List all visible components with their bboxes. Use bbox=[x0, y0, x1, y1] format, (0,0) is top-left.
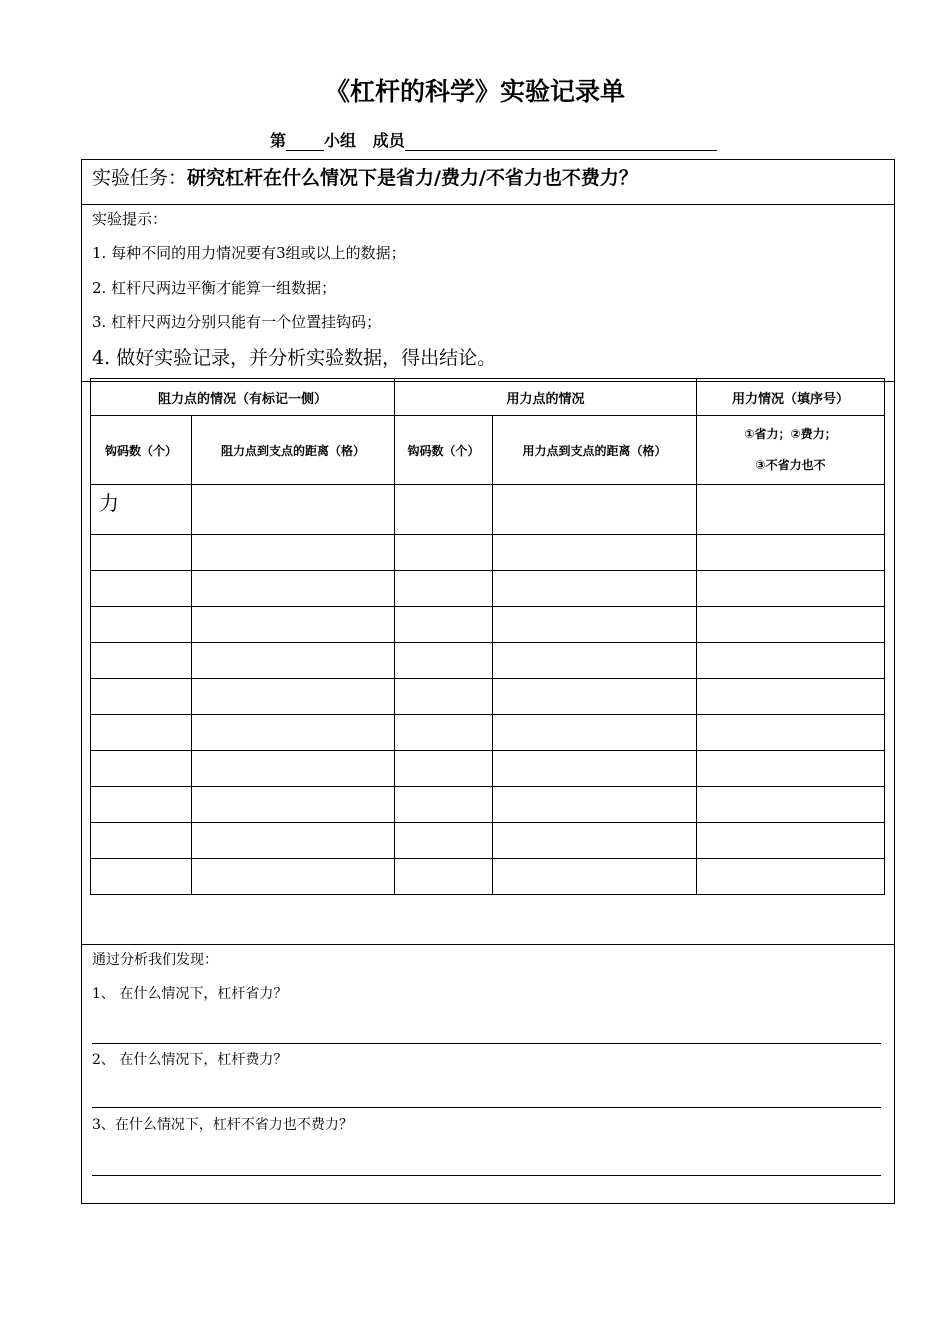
header-force-legend bbox=[697, 416, 885, 485]
header-effort-distance: 用力点到支点的距离（格） bbox=[493, 416, 697, 485]
table-row bbox=[91, 535, 885, 571]
table-row bbox=[91, 787, 885, 823]
table-cell[interactable] bbox=[395, 859, 493, 895]
table-cell[interactable] bbox=[493, 715, 697, 751]
table-cell[interactable] bbox=[493, 607, 697, 643]
answer-line-3[interactable] bbox=[92, 1175, 881, 1176]
table-cell[interactable] bbox=[91, 715, 192, 751]
table-cell[interactable] bbox=[493, 535, 697, 571]
table-cell[interactable] bbox=[697, 679, 885, 715]
answer-line-1[interactable] bbox=[92, 1043, 881, 1044]
table-cell[interactable] bbox=[493, 823, 697, 859]
table-cell[interactable] bbox=[192, 571, 395, 607]
header-effort-weights: 钩码数（个） bbox=[395, 416, 493, 485]
legend-line-1: ①省力；②费力； bbox=[744, 427, 837, 441]
table-cell[interactable] bbox=[395, 607, 493, 643]
table-cell[interactable] bbox=[91, 571, 192, 607]
table-cell[interactable] bbox=[91, 859, 192, 895]
task-box bbox=[81, 159, 895, 205]
question-3: 3、在什么情况下，杠杆不省力也不费力？ bbox=[92, 1117, 353, 1133]
legend-line-2: ③不省力也不 bbox=[755, 458, 826, 472]
table-cell[interactable] bbox=[395, 715, 493, 751]
table-cell[interactable] bbox=[395, 485, 493, 535]
header-force-type: 用力情况（填序号） bbox=[697, 379, 885, 416]
table-cell[interactable] bbox=[697, 485, 885, 535]
task-label: 实验任务： bbox=[92, 167, 188, 189]
table-cell[interactable] bbox=[697, 535, 885, 571]
table-cell[interactable] bbox=[697, 859, 885, 895]
table-cell[interactable] bbox=[395, 643, 493, 679]
table-cell[interactable] bbox=[697, 823, 885, 859]
tip-item: 4. 做好实验记录，并分析实验数据，得出结论。 bbox=[92, 347, 497, 369]
record-table bbox=[90, 378, 885, 895]
tip-item: 1. 每种不同的用力情况要有3组或以上的数据； bbox=[92, 244, 406, 262]
table-row bbox=[91, 859, 885, 895]
table-row bbox=[91, 679, 885, 715]
table-cell[interactable] bbox=[192, 679, 395, 715]
table-cell[interactable] bbox=[395, 571, 493, 607]
table-sub-header-row bbox=[91, 416, 885, 485]
table-cell[interactable] bbox=[91, 823, 192, 859]
table-cell[interactable] bbox=[192, 535, 395, 571]
tip-item: 2. 杠杆尺两边平衡才能算一组数据； bbox=[92, 279, 337, 297]
table-cell[interactable] bbox=[493, 643, 697, 679]
analysis-heading: 通过分析我们发现： bbox=[92, 952, 218, 968]
header-resistance: 阻力点的情况（有标记一侧） bbox=[91, 379, 395, 416]
group-prefix: 第 bbox=[270, 131, 287, 150]
table-cell[interactable] bbox=[91, 535, 192, 571]
table-group-header-row bbox=[91, 379, 885, 416]
table-row bbox=[91, 643, 885, 679]
table-cell[interactable] bbox=[192, 823, 395, 859]
table-cell[interactable] bbox=[91, 751, 192, 787]
table-cell[interactable] bbox=[697, 787, 885, 823]
table-cell[interactable] bbox=[395, 751, 493, 787]
tip-item: 3. 杠杆尺两边分别只能有一个位置挂钩码； bbox=[92, 313, 382, 331]
page-title: 《杠杆的科学》实验记录单 bbox=[324, 77, 625, 106]
table-cell[interactable] bbox=[192, 607, 395, 643]
question-2: 2、 在什么情况下，杠杆费力？ bbox=[92, 1052, 288, 1068]
table-cell[interactable] bbox=[91, 787, 192, 823]
table-cell[interactable] bbox=[91, 607, 192, 643]
group-members-line bbox=[270, 128, 717, 151]
table-cell[interactable] bbox=[192, 643, 395, 679]
header-effort: 用力点的情况 bbox=[395, 379, 697, 416]
table-cell[interactable] bbox=[493, 571, 697, 607]
table-cell[interactable] bbox=[493, 859, 697, 895]
table-cell[interactable] bbox=[697, 715, 885, 751]
table-cell[interactable] bbox=[493, 751, 697, 787]
members-label: 成员 bbox=[372, 131, 405, 150]
table-cell[interactable] bbox=[697, 607, 885, 643]
table-cell[interactable] bbox=[395, 823, 493, 859]
header-resistance-distance: 阻力点到支点的距离（格） bbox=[192, 416, 395, 485]
table-cell[interactable]: 力 bbox=[91, 485, 192, 535]
table-cell[interactable] bbox=[91, 679, 192, 715]
table-cell[interactable] bbox=[395, 679, 493, 715]
group-suffix: 小组 bbox=[324, 131, 357, 150]
question-1: 1、 在什么情况下，杠杆省力？ bbox=[92, 986, 288, 1002]
answer-line-2[interactable] bbox=[92, 1107, 881, 1108]
header-resistance-weights: 钩码数（个） bbox=[91, 416, 192, 485]
table-cell[interactable] bbox=[91, 643, 192, 679]
table-cell[interactable] bbox=[192, 787, 395, 823]
table-row bbox=[91, 715, 885, 751]
group-number-blank[interactable] bbox=[286, 133, 324, 151]
table-cell[interactable] bbox=[697, 751, 885, 787]
table-cell[interactable] bbox=[493, 485, 697, 535]
table-cell[interactable] bbox=[493, 679, 697, 715]
table-cell[interactable] bbox=[192, 715, 395, 751]
table-cell[interactable] bbox=[697, 643, 885, 679]
table-row bbox=[91, 607, 885, 643]
table-row bbox=[91, 571, 885, 607]
table-row bbox=[91, 823, 885, 859]
table-cell[interactable] bbox=[395, 787, 493, 823]
table-row bbox=[91, 751, 885, 787]
table-cell[interactable] bbox=[192, 859, 395, 895]
table-cell[interactable] bbox=[697, 571, 885, 607]
task-text: 研究杠杆在什么情况下是省力/费力/不省力也不费力？ bbox=[187, 167, 638, 189]
table-cell[interactable] bbox=[395, 535, 493, 571]
table-cell[interactable] bbox=[493, 787, 697, 823]
members-blank[interactable] bbox=[405, 133, 717, 151]
tips-box bbox=[81, 204, 895, 382]
table-cell[interactable] bbox=[192, 485, 395, 535]
tips-heading: 实验提示： bbox=[92, 210, 168, 228]
table-row bbox=[91, 485, 885, 535]
analysis-box bbox=[81, 944, 895, 1204]
table-cell[interactable] bbox=[192, 751, 395, 787]
